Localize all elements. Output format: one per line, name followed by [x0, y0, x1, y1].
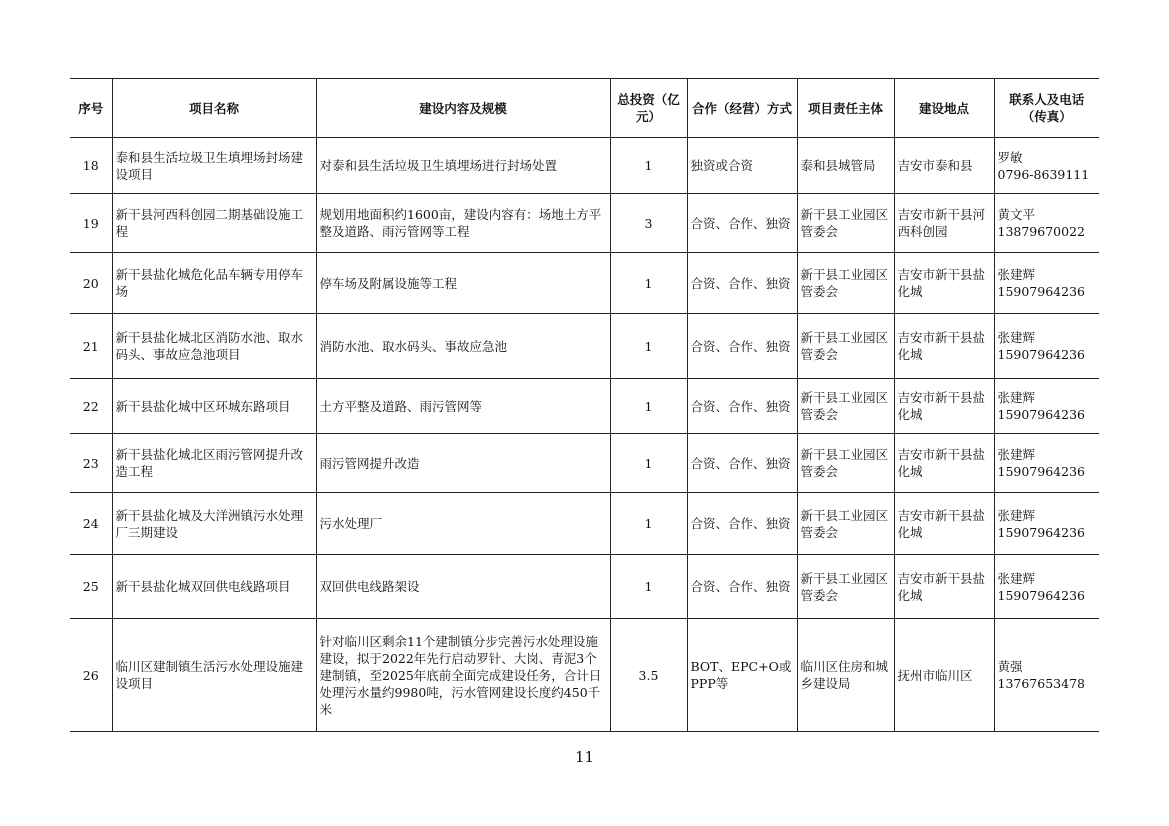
cell-contact — [994, 138, 1099, 194]
cell-mode: 独资或合资 — [687, 138, 797, 194]
cell-owner: 新干县工业园区管委会 — [797, 194, 894, 253]
cell-project-name: 新干县盐化城中区环城东路项目 — [112, 379, 316, 434]
contact-name: 张建辉 — [997, 267, 1036, 282]
cell-owner: 新干县工业园区管委会 — [797, 493, 894, 555]
contact-name: 张建辉 — [997, 330, 1036, 345]
cell-contact — [994, 314, 1099, 379]
header-owner: 项目责任主体 — [797, 79, 894, 138]
cell-location: 吉安市新干县盐化城 — [894, 379, 994, 434]
cell-seq: 22 — [70, 379, 112, 434]
contact-name: 张建辉 — [997, 507, 1036, 523]
header-project-name: 项目名称 — [112, 79, 316, 138]
header-contact: 联系人及电话（传真） — [994, 79, 1099, 138]
cell-seq: 20 — [70, 253, 112, 314]
cell-mode: 合资、合作、独资 — [687, 379, 797, 434]
cell-investment: 3 — [610, 194, 687, 253]
cell-location: 吉安市新干县盐化城 — [894, 555, 994, 619]
table-row — [70, 434, 1099, 493]
contact-name: 罗敏 — [997, 149, 1023, 165]
cell-content: 雨污管网提升改造 — [316, 434, 610, 493]
contact-name: 张建辉 — [997, 447, 1036, 462]
header-content: 建设内容及规模 — [316, 79, 610, 138]
cell-project-name: 临川区建制镇生活污水处理设施建设项目 — [112, 619, 316, 732]
contact-phone: 15907964236 — [997, 347, 1085, 362]
header-location: 建设地点 — [894, 79, 994, 138]
cell-seq: 21 — [70, 314, 112, 379]
contact-name: 黄文平 — [997, 207, 1036, 222]
cell-investment: 1 — [610, 253, 687, 314]
cell-mode: 合资、合作、独资 — [687, 555, 797, 619]
cell-location: 吉安市新干县盐化城 — [894, 253, 994, 314]
table-row — [70, 379, 1099, 434]
header-mode: 合作（经营）方式 — [687, 79, 797, 138]
cell-project-name: 新干县盐化城危化品车辆专用停车场 — [112, 253, 316, 314]
header-investment: 总投资（亿元） — [610, 79, 687, 138]
table-row — [70, 138, 1099, 194]
cell-location: 吉安市新干县河西科创园 — [894, 194, 994, 253]
cell-contact — [994, 253, 1099, 314]
contact-phone: 0796-8639111 — [997, 166, 1090, 182]
cell-investment: 1 — [610, 138, 687, 194]
cell-project-name: 新干县盐化城北区消防水池、取水码头、事故应急池项目 — [112, 314, 316, 379]
contact-phone: 15907964236 — [997, 587, 1085, 603]
cell-location: 吉安市新干县盐化城 — [894, 493, 994, 555]
table-row — [70, 619, 1099, 732]
contact-phone: 15907964236 — [997, 464, 1085, 479]
cell-location: 吉安市新干县盐化城 — [894, 434, 994, 493]
cell-location: 吉安市新干县盐化城 — [894, 314, 994, 379]
cell-owner: 新干县工业园区管委会 — [797, 253, 894, 314]
cell-content: 双回供电线路架设 — [316, 555, 610, 619]
cell-seq: 26 — [70, 619, 112, 732]
contact-phone: 13767653478 — [997, 676, 1085, 691]
cell-seq: 24 — [70, 493, 112, 555]
cell-investment: 1 — [610, 314, 687, 379]
cell-contact — [994, 434, 1099, 493]
table-row — [70, 493, 1099, 555]
page-number: 11 — [574, 748, 595, 766]
cell-seq: 18 — [70, 138, 112, 194]
cell-owner: 新干县工业园区管委会 — [797, 379, 894, 434]
cell-content: 针对临川区剩余11个建制镇分步完善污水处理设施建设，拟于2022年先行启动罗针、大岗、青泥3个建制镇，至2025年底前全面完成建设任务，合计日处理污水量约9980吨，污水管网建设长度约450千米 — [316, 619, 610, 732]
contact-phone: 15907964236 — [997, 407, 1085, 422]
cell-mode: 合资、合作、独资 — [687, 434, 797, 493]
cell-investment: 3.5 — [610, 619, 687, 732]
cell-mode: 合资、合作、独资 — [687, 253, 797, 314]
cell-mode: BOT、EPC+O或PPP等 — [687, 619, 797, 732]
header-row — [70, 79, 1099, 138]
contact-name: 张建辉 — [997, 390, 1036, 405]
cell-content: 停车场及附属设施等工程 — [316, 253, 610, 314]
table-body — [70, 138, 1099, 732]
cell-project-name: 泰和县生活垃圾卫生填埋场封场建设项目 — [112, 138, 316, 194]
cell-investment: 1 — [610, 434, 687, 493]
cell-content: 消防水池、取水码头、事故应急池 — [316, 314, 610, 379]
cell-location: 吉安市泰和县 — [894, 138, 994, 194]
contact-name: 张建辉 — [997, 570, 1036, 586]
cell-mode: 合资、合作、独资 — [687, 493, 797, 555]
cell-contact — [994, 379, 1099, 434]
table-row — [70, 253, 1099, 314]
cell-investment: 1 — [610, 379, 687, 434]
cell-content: 土方平整及道路、雨污管网等 — [316, 379, 610, 434]
cell-owner: 新干县工业园区管委会 — [797, 555, 894, 619]
cell-content: 规划用地面积约1600亩，建设内容有：场地土方平整及道路、雨污管网等工程 — [316, 194, 610, 253]
cell-content: 污水处理厂 — [316, 493, 610, 555]
cell-contact — [994, 619, 1099, 732]
table-row — [70, 555, 1099, 619]
table-row — [70, 194, 1099, 253]
project-table — [70, 78, 1099, 732]
cell-contact — [994, 194, 1099, 253]
cell-location: 抚州市临川区 — [894, 619, 994, 732]
cell-project-name: 新干县盐化城双回供电线路项目 — [112, 555, 316, 619]
contact-phone: 15907964236 — [997, 284, 1085, 299]
cell-investment: 1 — [610, 493, 687, 555]
cell-project-name: 新干县盐化城及大洋洲镇污水处理厂三期建设 — [112, 493, 316, 555]
cell-mode: 合资、合作、独资 — [687, 194, 797, 253]
cell-owner: 泰和县城管局 — [797, 138, 894, 194]
cell-contact — [994, 555, 1099, 619]
contact-name: 黄强 — [997, 659, 1023, 674]
cell-owner: 临川区住房和城乡建设局 — [797, 619, 894, 732]
cell-seq: 19 — [70, 194, 112, 253]
cell-owner: 新干县工业园区管委会 — [797, 434, 894, 493]
cell-seq: 23 — [70, 434, 112, 493]
cell-mode: 合资、合作、独资 — [687, 314, 797, 379]
cell-project-name: 新干县盐化城北区雨污管网提升改造工程 — [112, 434, 316, 493]
cell-seq: 25 — [70, 555, 112, 619]
header-seq: 序号 — [70, 79, 112, 138]
contact-phone: 13879670022 — [997, 224, 1085, 239]
cell-project-name: 新干县河西科创园二期基础设施工程 — [112, 194, 316, 253]
cell-owner: 新干县工业园区管委会 — [797, 314, 894, 379]
cell-contact — [994, 493, 1099, 555]
cell-investment: 1 — [610, 555, 687, 619]
contact-phone: 15907964236 — [997, 524, 1085, 540]
cell-content: 对泰和县生活垃圾卫生填埋场进行封场处置 — [316, 138, 610, 194]
table-row — [70, 314, 1099, 379]
